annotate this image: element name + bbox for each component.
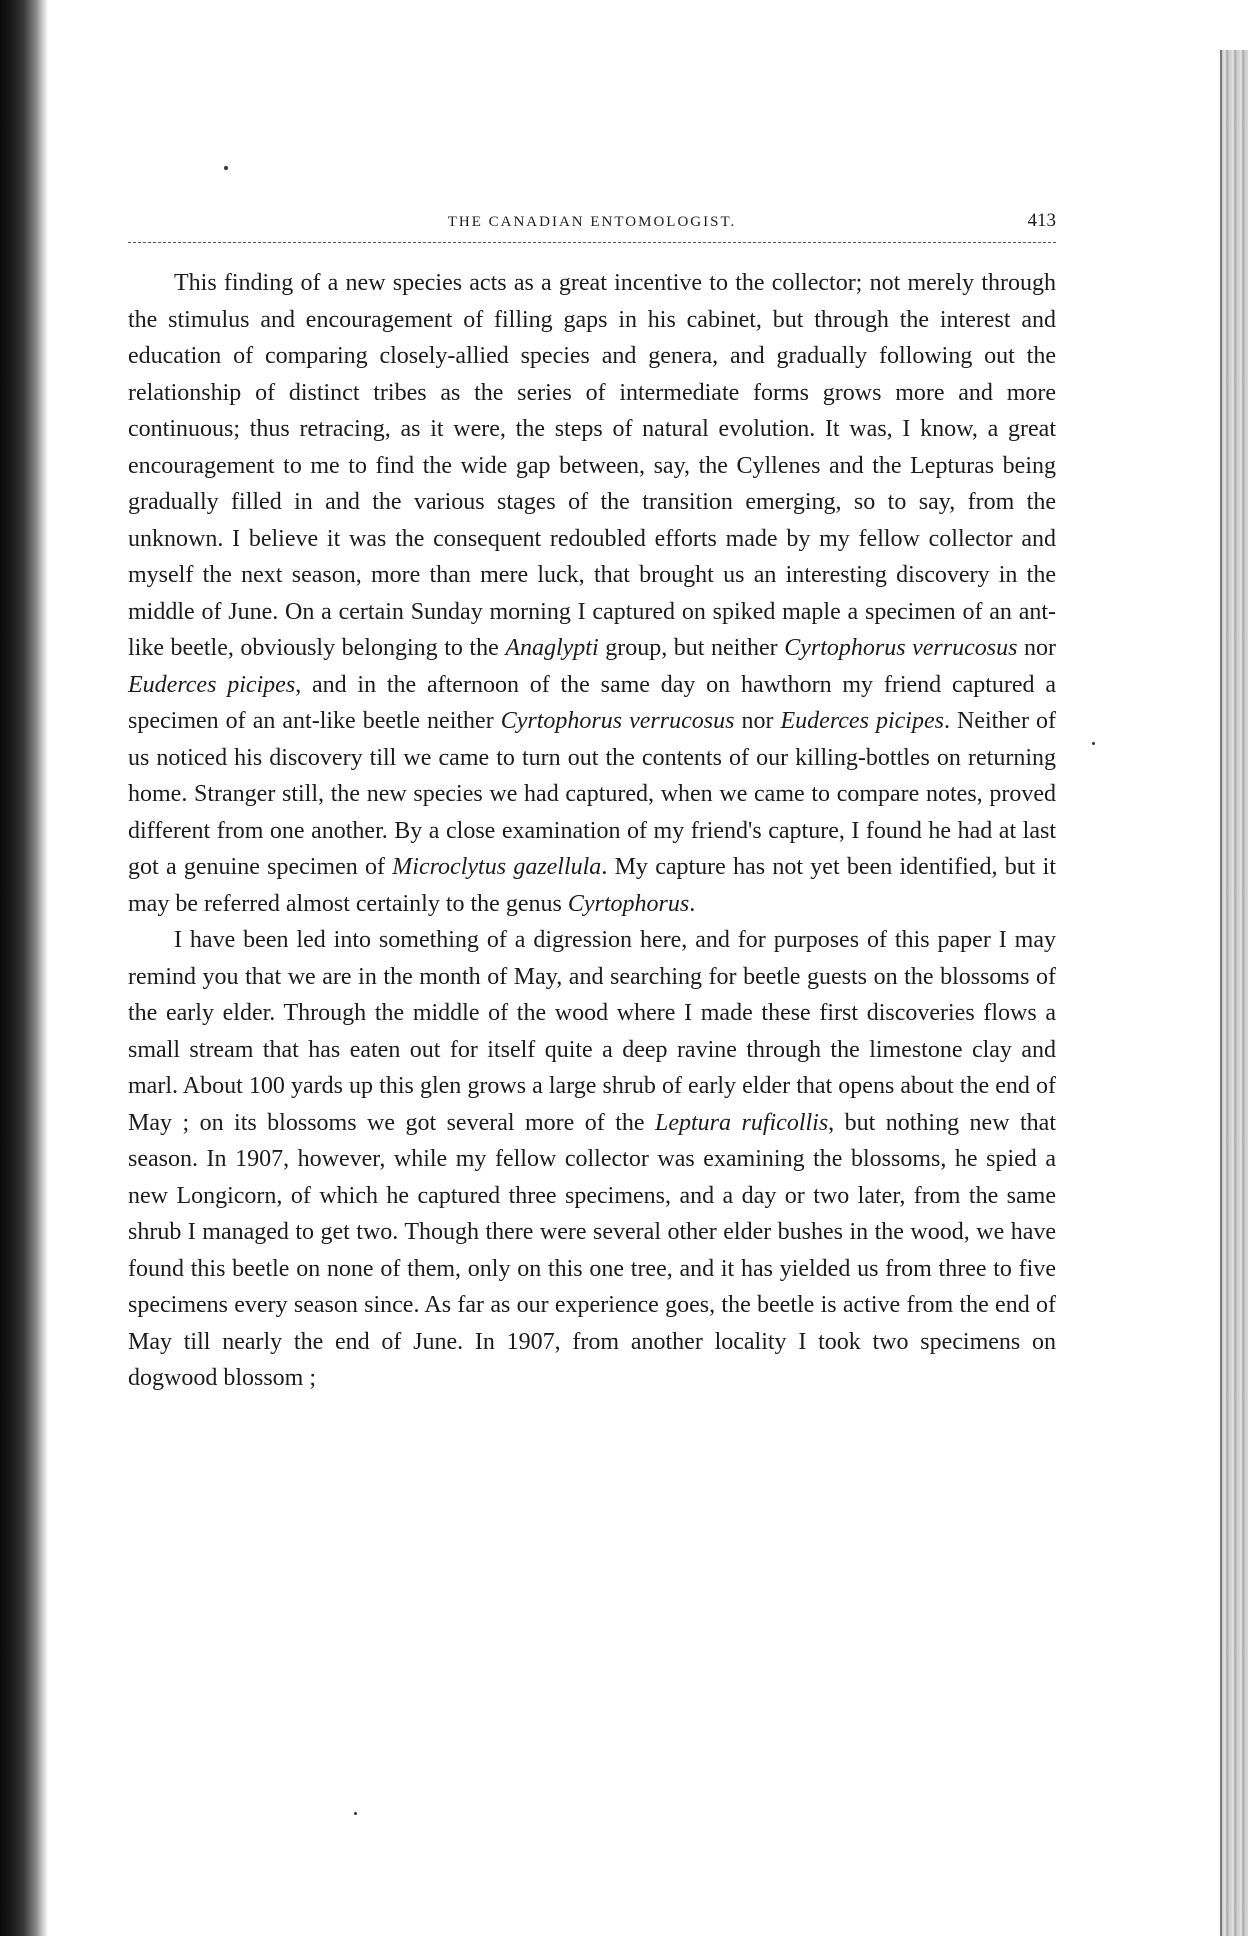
text-run: group, but neither xyxy=(598,635,785,661)
italic-taxon-name: Leptura ruficollis xyxy=(655,1109,829,1136)
text-run: I have been led into something of a digression here, and for purposes of this paper I may remind you that we are in the month of May, and searching for beetle guests on the blossoms of the early elder. Through the middle of the wood where I made these first discoveries flows a small stream that has eaten out for itself quite a deep ravine through the limestone clay and marl. About 100 yards up this glen grows a large shrub of early elder that opens about the end of May ; on its blossoms we got several more of the xyxy=(128,927,1056,1136)
paragraph xyxy=(128,265,1056,922)
scan-right-edge xyxy=(1220,50,1248,1936)
scan-speck xyxy=(224,166,228,170)
text-run: This finding of a new species acts as a great incentive to the collector; not merely through the stimulus and encouragement of filling gaps in his cabinet, but through the interest and education of comparing closely-allied species and genera, and gradually following out the relationship of distinct tribes as the series of intermediate forms grows more and more continuous; thus retracing, as it were, the steps of natural evolution. It was, I know, a great encouragement to me to find the wide gap between, say, the Cyllenes and the Lepturas being gradually filled in and the various stages of the transition emerging, so to say, from the unknown. I believe it was the consequent redoubled efforts made by my fellow collector and myself the next season, more than mere luck, that brought us an interesting discovery in the middle of June. On a certain Sunday morning I captured on spiked maple a specimen of an ant-like beetle, obviously belonging to the xyxy=(128,270,1056,661)
running-head: THE CANADIAN ENTOMOLOGIST. xyxy=(447,214,737,230)
scan-speck xyxy=(354,1812,357,1815)
paragraph xyxy=(128,922,1056,1397)
text-run: , but nothing new that season. In 1907, however, while my fellow collector was examining the blossoms, he spied a new Longicorn, of which he captured three specimens, and a day or two later, from the same shrub I managed to get two. Though there were several other elder bushes in the wood, we have found this beetle on none of them, only on this one tree, and it has yielded us from three to five specimens every season since. As far as our experience goes, the beetle is active from the end of May till nearly the end of June. In 1907, from another locality I took two specimens on dogwood blossom ; xyxy=(128,1109,1056,1391)
page-header xyxy=(128,208,1056,243)
italic-taxon-name: Euderces picipes xyxy=(128,671,296,698)
text-run: . xyxy=(689,890,696,917)
text-run: , and in the afternoon of the same day on hawthorn my friend captured a specimen of an ant-like beetle neither xyxy=(128,671,1057,734)
italic-taxon-name: Cyrtophorus verrucosus xyxy=(784,635,1018,661)
italic-taxon-name: Cyrtophorus verrucosus xyxy=(500,708,735,734)
text-run: nor xyxy=(1017,635,1057,661)
scan-left-edge xyxy=(0,0,48,1936)
scan-speck xyxy=(1092,742,1095,745)
page-number: 413 xyxy=(1027,210,1056,231)
italic-taxon-name: Euderces picipes xyxy=(780,708,944,734)
italic-taxon-name: Microclytus gazellula xyxy=(392,854,602,880)
body-text xyxy=(128,265,1056,1397)
italic-taxon-name: Cyrtophorus xyxy=(567,890,690,917)
text-run: . My capture has not yet been identified, but it may be referred almost certainly to the genus xyxy=(128,854,1056,917)
italic-taxon-name: Anaglypti xyxy=(505,635,599,661)
page xyxy=(128,208,1056,1397)
text-run: nor xyxy=(734,708,781,734)
text-run: . Neither of us noticed his discovery till we came to turn out the contents of our killing-bottles on returning home. Stranger still, the new species we had captured, when we came to compare notes, proved different from one another. By a close examination of my friend's capture, I found he had at last got a genuine specimen of xyxy=(128,708,1056,880)
